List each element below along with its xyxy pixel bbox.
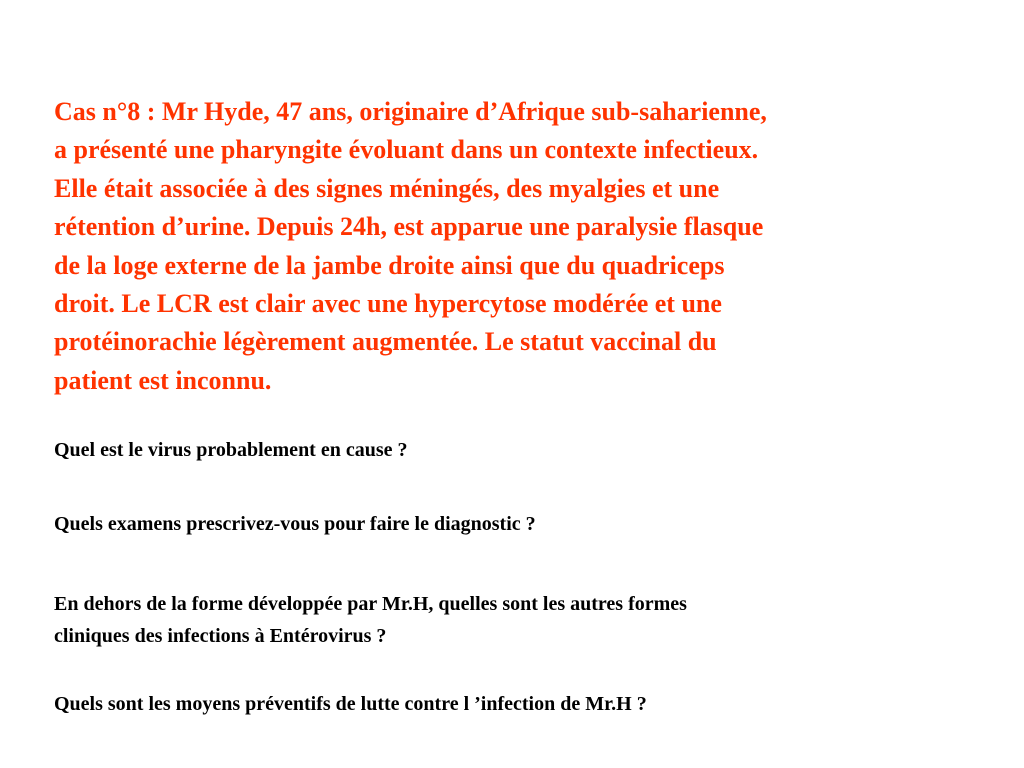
question-prevention xyxy=(54,688,647,720)
question-clinical-forms xyxy=(54,588,687,652)
case-line: protéinorachie légèrement augmentée. Le statut vaccinal du xyxy=(54,327,717,357)
question-virus xyxy=(54,434,408,466)
question-line: cliniques des infections à Entérovirus ? xyxy=(54,625,387,647)
question-line: Quels sont les moyens préventifs de lutte contre l ’infection de Mr.H ? xyxy=(54,693,647,715)
question-line: En dehors de la forme développée par Mr.H, quelles sont les autres formes xyxy=(54,593,687,615)
case-line: patient est inconnu. xyxy=(54,365,272,395)
question-line: Quel est le virus probablement en cause ? xyxy=(54,439,408,461)
case-line: de la loge externe de la jambe droite ainsi que du quadriceps xyxy=(54,250,725,280)
question-exams xyxy=(54,508,536,540)
case-line: Cas n°8 : Mr Hyde, 47 ans, originaire d’Afrique sub-saharienne, xyxy=(54,97,767,126)
case-line: droit. Le LCR est clair avec une hypercytose modérée et une xyxy=(54,289,722,319)
question-line: Quels examens prescrivez-vous pour faire le diagnostic ? xyxy=(54,513,536,535)
case-description xyxy=(54,93,1004,400)
case-line: Elle était associée à des signes méningés, des myalgies et une xyxy=(54,173,720,203)
case-line: a présenté une pharyngite évoluant dans un contexte infectieux. xyxy=(54,135,759,165)
case-line: rétention d’urine. Depuis 24h, est apparue une paralysie flasque xyxy=(54,212,764,242)
